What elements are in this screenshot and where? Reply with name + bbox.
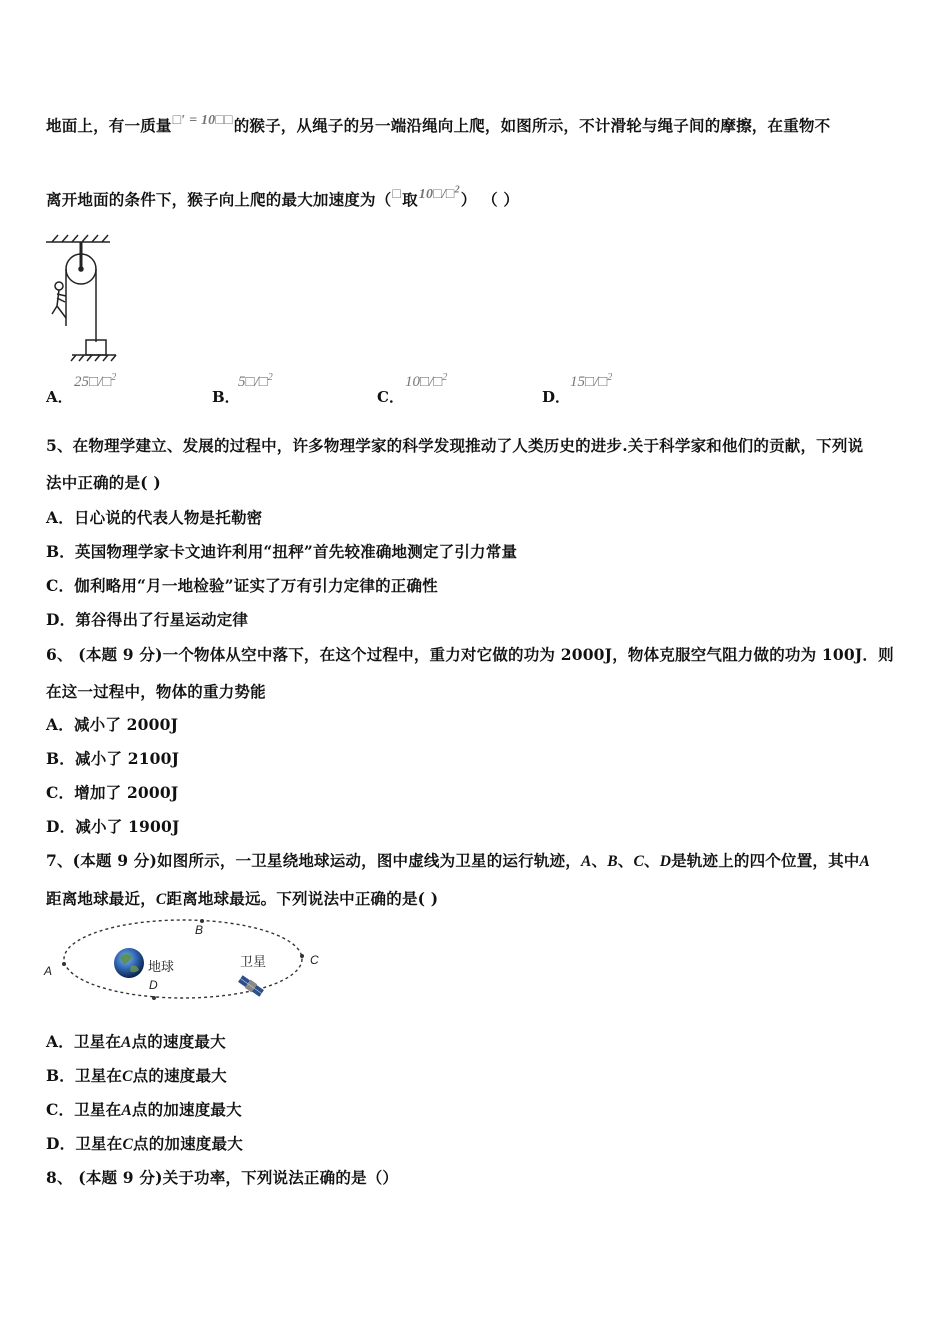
option-point: C <box>122 1136 133 1153</box>
gravity-value: 10□/□ <box>418 187 455 202</box>
option-label: C． <box>46 783 75 802</box>
q5-option-a[interactable] <box>46 506 262 528</box>
q4-text: 地面上，有一质量 <box>46 116 172 135</box>
pulley-diagram <box>44 234 120 362</box>
point-a: A <box>580 853 592 870</box>
option-text: 第谷得出了行星运动定律 <box>75 610 249 629</box>
option-label: B． <box>46 749 76 768</box>
q5-stem-line2: 法中正确的是( ) <box>46 473 161 492</box>
point-c: C <box>155 891 167 908</box>
q7-option-d[interactable] <box>46 1132 243 1154</box>
separator: 、 <box>617 851 634 870</box>
orbit-path <box>64 920 302 998</box>
option-text: 伽利略用“月一地检验”证实了万有引力定律的正确性 <box>74 576 438 595</box>
q7-option-a[interactable] <box>46 1030 226 1052</box>
label-b: B <box>195 923 204 937</box>
q5-option-d[interactable] <box>46 608 248 630</box>
option-label: B． <box>46 542 76 561</box>
q4-stem-line1 <box>46 114 830 136</box>
option-text: 卫星在 <box>75 1066 123 1085</box>
option-text: 减小了 1900J <box>75 817 180 836</box>
q6-option-d[interactable] <box>46 815 180 837</box>
q4-option-d-exp: 2 <box>607 372 613 383</box>
q4-option-b-exp: 2 <box>267 372 273 383</box>
option-text: 减小了 2100J <box>75 749 180 768</box>
q7-text: 距离地球最远。下列说法中正确的是( ) <box>166 889 439 908</box>
q4-option-c-value <box>405 372 447 391</box>
point-a: A <box>859 853 871 870</box>
q7-text: 距离地球最近， <box>46 889 156 908</box>
gravity-exponent: 2 <box>454 184 460 196</box>
q4-option-b-value <box>238 372 273 391</box>
earth-icon <box>114 948 144 978</box>
gravity-value-formula <box>418 184 460 202</box>
q7-option-c[interactable] <box>46 1098 242 1120</box>
heavy-object <box>86 340 106 355</box>
q6-option-b[interactable] <box>46 747 179 769</box>
q5-option-b[interactable] <box>46 540 517 562</box>
option-text: 点的加速度最大 <box>133 1134 243 1153</box>
point-c: C <box>633 853 644 870</box>
option-label: D． <box>46 610 76 629</box>
option-label: A． <box>46 715 74 734</box>
option-point: C <box>122 1068 133 1085</box>
label-a: A <box>44 964 53 978</box>
earth-label: 地球 <box>148 960 175 975</box>
option-label: A． <box>46 1032 74 1051</box>
option-label: A． <box>46 508 74 527</box>
option-text: 减小了 2000J <box>73 715 179 734</box>
point-a-dot <box>62 962 66 966</box>
gravity-symbol: □ <box>392 187 402 202</box>
q4-option-c-exp: 2 <box>442 372 448 383</box>
q4-option-d-value <box>570 372 612 391</box>
label-c: C <box>310 953 319 967</box>
option-text: 点的加速度最大 <box>131 1100 242 1119</box>
option-label: D． <box>46 1134 76 1153</box>
q7-stem-line1 <box>46 849 870 871</box>
q6-stem-line2: 在这一过程中，物体的重力势能 <box>46 682 266 701</box>
option-label: B． <box>46 1066 76 1085</box>
q4-text: 离开地面的条件下，猴子向上爬的最大加速度为（ <box>46 190 392 209</box>
q4-text: 取 <box>402 190 418 209</box>
q4-option-d-number: 15□/□ <box>570 374 608 390</box>
q4-option-b-label[interactable]: B． <box>212 388 240 406</box>
satellite-label: 卫星 <box>240 955 267 970</box>
q4-option-a-exp: 2 <box>111 372 117 383</box>
point-d: D <box>659 853 672 870</box>
point-c-dot <box>300 954 304 958</box>
option-label: D． <box>46 817 76 836</box>
label-d: D <box>149 978 158 992</box>
orbit-diagram <box>40 914 330 1008</box>
q7-text: 是轨迹上的四个位置，其中 <box>671 851 860 870</box>
q5-option-c[interactable] <box>46 574 438 596</box>
option-point: A <box>121 1102 132 1119</box>
option-label: C． <box>46 576 75 595</box>
q4-text: 的猴子，从绳子的另一端沿绳向上爬，如图所示，不计滑轮与绳子间的摩擦，在重物不 <box>233 116 831 135</box>
option-text: 卫星在 <box>75 1134 123 1153</box>
option-text: 点的速度最大 <box>132 1066 227 1085</box>
q6-option-a[interactable] <box>46 713 178 735</box>
q4-option-b-number: 5□/□ <box>238 374 268 390</box>
option-text: 英国物理学家卡文迪许利用“扭秤”首先较准确地测定了引力常量 <box>75 542 518 561</box>
point-d-dot <box>152 996 156 1000</box>
option-text: 日心说的代表人物是托勒密 <box>73 508 263 527</box>
q4-option-a-label[interactable]: A． <box>46 388 73 406</box>
q4-stem-line2 <box>46 184 520 210</box>
option-label: C． <box>46 1100 75 1119</box>
monkey-mass-formula: □′ = 10□□ <box>172 113 233 128</box>
q4-option-a-value <box>74 372 116 391</box>
q6-option-c[interactable] <box>46 781 178 803</box>
option-text: 点的速度最大 <box>131 1032 226 1051</box>
q5-stem-line1: 5、在物理学建立、发展的过程中，许多物理学家的科学发现推动了人类历史的进步.关于科学家和他们的贡献，下列说 <box>46 436 864 455</box>
q4-option-c-number: 10□/□ <box>405 374 443 390</box>
q4-option-a-number: 25□/□ <box>74 374 112 390</box>
option-text: 增加了 2000J <box>74 783 179 802</box>
q4-option-d-label[interactable]: D． <box>542 388 571 406</box>
q4-option-c-label[interactable]: C． <box>377 388 404 406</box>
monkey-head <box>55 282 63 290</box>
q7-text: 7、(本题 9 分)如图所示，一卫星绕地球运动，图中虚线为卫星的运行轨迹， <box>46 851 581 870</box>
option-text: 卫星在 <box>74 1100 122 1119</box>
q6-stem-line1: 6、 (本题 9 分)一个物体从空中落下，在这个过程中，重力对它做的功为 2000J，物体克服空气阻力做的功为 100J．则 <box>46 645 894 664</box>
separator: 、 <box>591 851 608 870</box>
q7-stem-line2 <box>46 887 438 909</box>
option-text: 卫星在 <box>73 1032 122 1051</box>
satellite-icon <box>237 974 264 997</box>
q8-stem: 8、 (本题 9 分)关于功率，下列说法正确的是（） <box>46 1168 399 1187</box>
option-point: A <box>121 1034 132 1051</box>
monkey-body <box>52 290 66 318</box>
q7-option-b[interactable] <box>46 1064 227 1086</box>
separator: 、 <box>643 851 660 870</box>
q4-text: ） （ ） <box>460 190 520 209</box>
point-b: B <box>607 853 618 870</box>
